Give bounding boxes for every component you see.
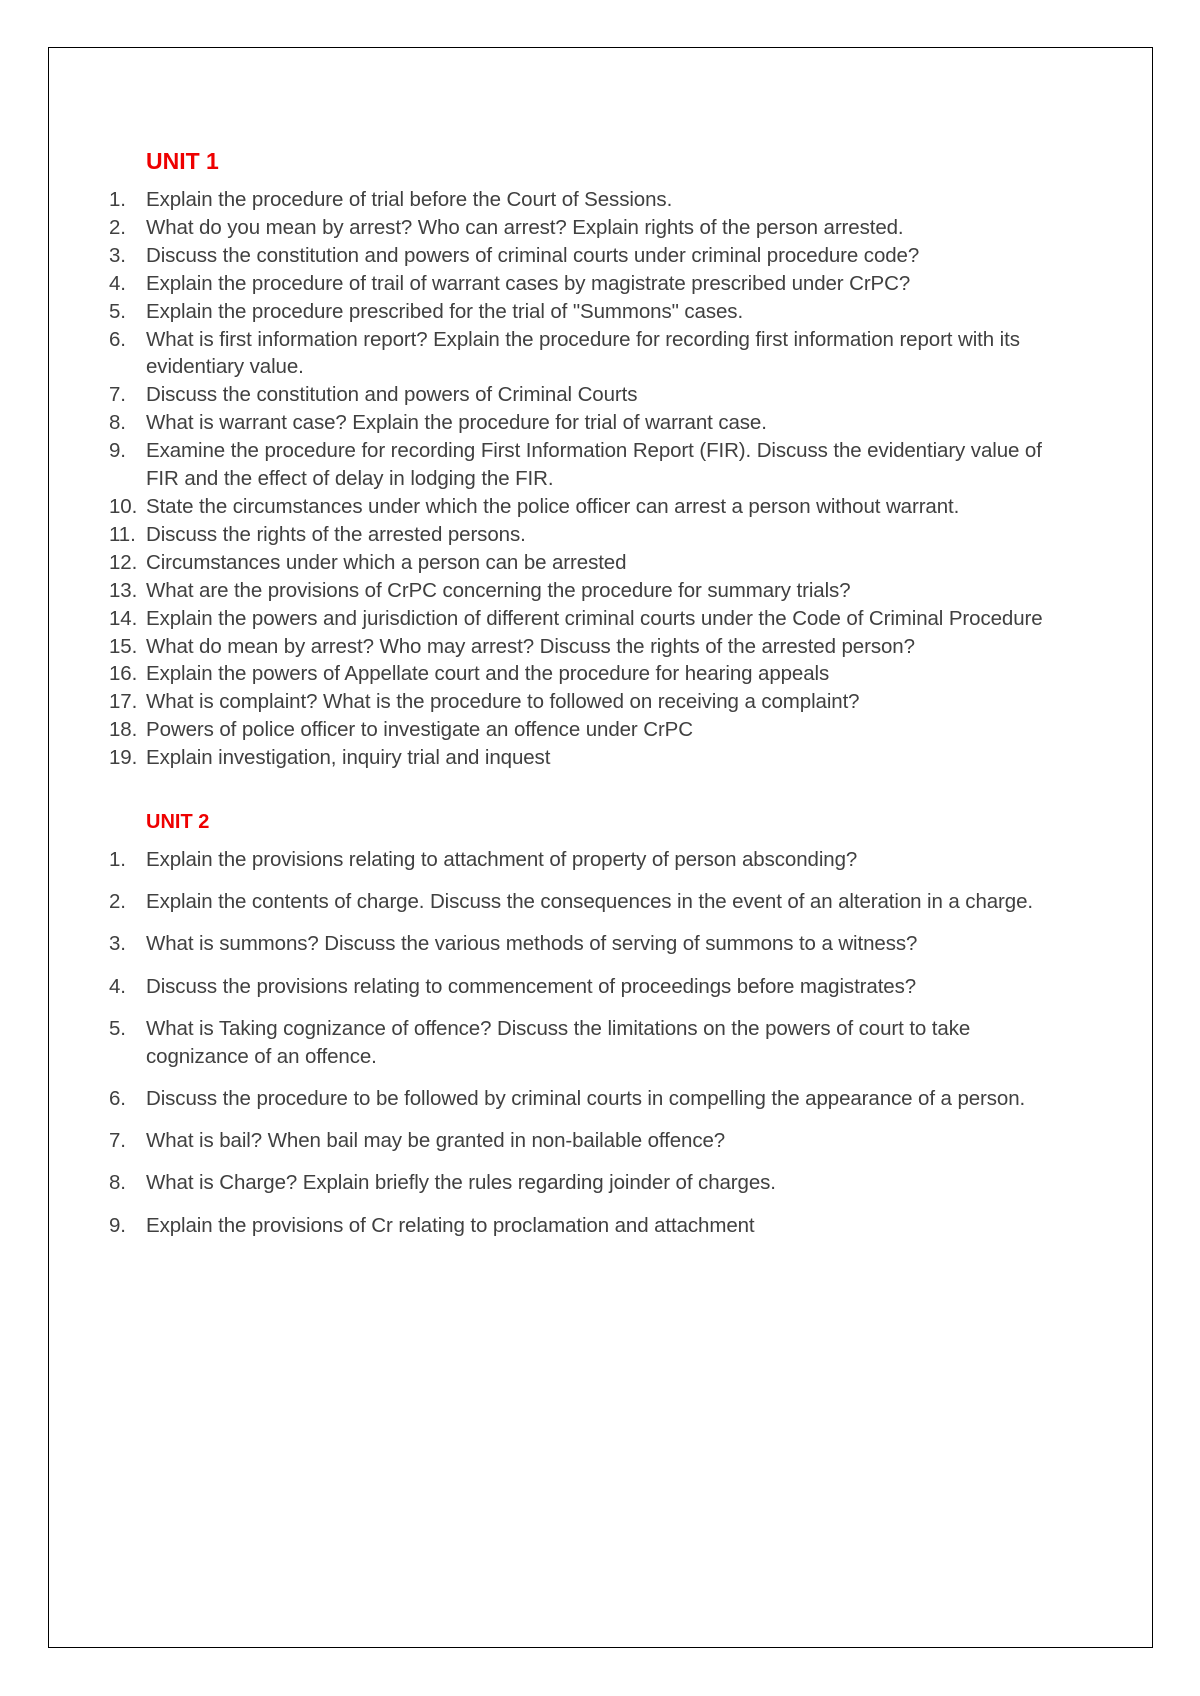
question-text: Discuss the provisions relating to commencement of proceedings before magistrates? (146, 974, 917, 998)
list-item (109, 521, 1069, 549)
question-number: 3. (109, 243, 126, 267)
list-item (109, 660, 1069, 688)
question-number: 1. (109, 188, 126, 211)
list-item (109, 549, 1069, 577)
list-item (109, 973, 1069, 1001)
list-item (109, 1169, 1069, 1197)
question-number: 10. (109, 494, 138, 518)
list-item (109, 888, 1069, 916)
question-number: 19. (109, 746, 138, 770)
unit-1-question-list (109, 186, 1069, 772)
list-item (109, 270, 1069, 298)
question-number: 7. (109, 1129, 126, 1153)
question-number: 4. (109, 271, 126, 295)
question-text: Explain the provisions of Cr relating to proclamation and attachment (146, 1213, 755, 1237)
question-text: Explain the procedure prescribed for the trial of "Summons" cases. (146, 299, 744, 323)
question-number: 18. (109, 718, 138, 742)
question-text: Explain the provisions relating to attachment of property of person absconding? (146, 848, 858, 872)
question-text: Explain the powers and jurisdiction of different criminal courts under the Code of Criminal Procedure (146, 606, 1043, 630)
question-text: What are the provisions of CrPC concerning the procedure for summary trials? (146, 578, 851, 602)
question-number: 7. (109, 383, 126, 407)
question-text: What is Charge? Explain briefly the rules regarding joinder of charges. (146, 1171, 776, 1195)
question-number: 8. (109, 411, 126, 435)
question-text: Explain the procedure of trial before the Court of Sessions. (146, 188, 673, 211)
list-item (109, 326, 1069, 382)
question-number: 2. (109, 215, 126, 239)
question-text: Examine the procedure for recording First Information Report (FIR). Discuss the evidentiary value of FIR and the effect of delay in lodging the FIR. (146, 439, 1042, 491)
question-number: 9. (109, 1213, 126, 1237)
question-text: Circumstances under which a person can be arrested (146, 550, 627, 574)
question-text: What do you mean by arrest? Who can arrest? Explain rights of the person arrested. (146, 215, 904, 239)
question-text: What do mean by arrest? Who may arrest? Discuss the rights of the arrested person? (146, 634, 915, 658)
list-item (109, 186, 1069, 214)
question-number: 11. (109, 522, 136, 546)
question-number: 17. (109, 690, 138, 714)
unit-2-heading: UNIT 2 (146, 811, 210, 834)
question-text: Discuss the procedure to be followed by criminal courts in compelling the appearance of a person. (146, 1086, 1026, 1110)
list-item (109, 688, 1069, 716)
question-text: Explain the contents of charge. Discuss the consequences in the event of an alteration in a charge. (146, 890, 1033, 914)
question-number: 13. (109, 578, 138, 602)
list-item (109, 930, 1069, 958)
question-text: What is complaint? What is the procedure to followed on receiving a complaint? (146, 690, 860, 714)
question-number: 8. (109, 1171, 126, 1195)
unit-1-heading: UNIT 1 (146, 148, 219, 174)
question-text: Powers of police officer to investigate an offence under CrPC (146, 718, 693, 742)
list-item (109, 1015, 1069, 1071)
list-item (109, 493, 1069, 521)
list-item (109, 214, 1069, 242)
question-number: 4. (109, 974, 126, 998)
question-text: What is Taking cognizance of offence? Discuss the limitations on the powers of court to take cognizance of an offence. (146, 1016, 971, 1068)
question-text: What is summons? Discuss the various methods of serving of summons to a witness? (146, 932, 918, 956)
list-item (109, 633, 1069, 661)
question-number: 16. (109, 662, 138, 686)
list-item (109, 298, 1069, 326)
question-number: 5. (109, 299, 126, 323)
question-text: Explain the powers of Appellate court and the procedure for hearing appeals (146, 662, 830, 686)
question-number: 6. (109, 327, 126, 351)
question-number: 5. (109, 1016, 126, 1040)
list-item (109, 716, 1069, 744)
question-number: 9. (109, 439, 126, 463)
list-item (109, 409, 1069, 437)
question-text: What is first information report? Explain the procedure for recording first information report with its evidentiary value. (146, 327, 1020, 379)
list-item (109, 605, 1069, 633)
list-item (109, 1212, 1069, 1240)
question-text: What is bail? When bail may be granted in non-bailable offence? (146, 1129, 726, 1153)
question-text: Explain the procedure of trail of warrant cases by magistrate prescribed under CrPC? (146, 271, 911, 295)
question-number: 12. (109, 550, 138, 574)
question-text: Explain investigation, inquiry trial and inquest (146, 746, 551, 770)
question-number: 3. (109, 932, 126, 956)
document-content (109, 145, 1069, 1254)
question-text: What is warrant case? Explain the procedure for trial of warrant case. (146, 411, 767, 435)
list-item (109, 437, 1069, 493)
question-number: 1. (109, 848, 126, 872)
question-number: 14. (109, 606, 138, 630)
list-item (109, 1127, 1069, 1155)
question-number: 2. (109, 890, 126, 914)
question-text: Discuss the rights of the arrested persons. (146, 522, 526, 546)
list-item (109, 744, 1069, 772)
question-text: State the circumstances under which the police officer can arrest a person without warrant. (146, 494, 960, 518)
list-item (109, 577, 1069, 605)
list-item (109, 242, 1069, 270)
question-number: 6. (109, 1086, 126, 1110)
question-number: 15. (109, 634, 138, 658)
question-text: Discuss the constitution and powers of criminal courts under criminal procedure code? (146, 243, 920, 267)
unit-2-question-list (109, 846, 1069, 1239)
list-item (109, 1085, 1069, 1113)
list-item (109, 846, 1069, 874)
list-item (109, 381, 1069, 409)
question-text: Discuss the constitution and powers of Criminal Courts (146, 383, 638, 407)
